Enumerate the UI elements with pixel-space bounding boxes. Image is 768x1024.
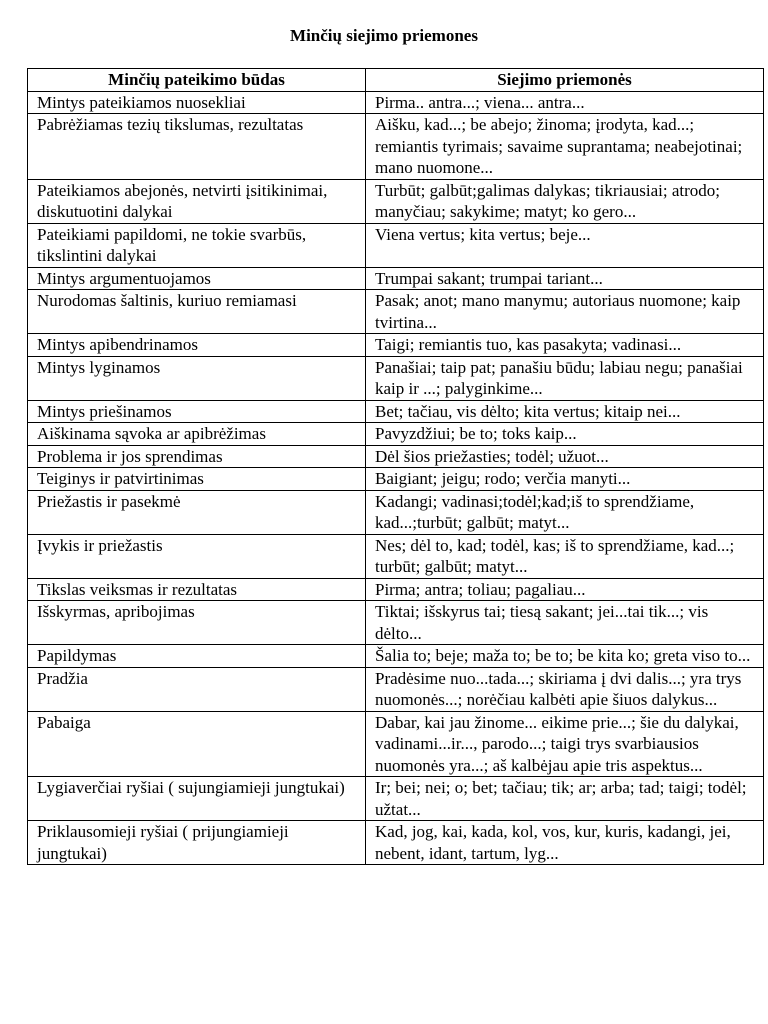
- column-header-method: Minčių pateikimo būdas: [28, 69, 366, 92]
- cell-means: Pirma; antra; toliau; pagaliau...: [366, 578, 764, 601]
- cell-means: Nes; dėl to, kad; todėl, kas; iš to sprendžiame, kad...; turbūt; galbūt; matyt...: [366, 534, 764, 578]
- cell-method: Nurodomas šaltinis, kuriuo remiamasi: [28, 290, 366, 334]
- cell-method: Įvykis ir priežastis: [28, 534, 366, 578]
- cell-method: Priklausomieji ryšiai ( prijungiamieji jungtukai): [28, 821, 366, 865]
- cell-method: Lygiaverčiai ryšiai ( sujungiamieji jungtukai): [28, 777, 366, 821]
- page-title: Minčių siejimo priemones: [290, 26, 478, 45]
- table-row: [28, 490, 764, 534]
- cell-method: Teiginys ir patvirtinimas: [28, 468, 366, 491]
- cell-means: Bet; tačiau, vis dėlto; kita vertus; kitaip nei...: [366, 400, 764, 423]
- table-row: [28, 711, 764, 777]
- table-row: [28, 356, 764, 400]
- table-row: [28, 91, 764, 114]
- cell-method: Pateikiami papildomi, ne tokie svarbūs, tikslintini dalykai: [28, 223, 366, 267]
- table-header-row: [28, 69, 764, 92]
- cell-method: Mintys apibendrinamos: [28, 334, 366, 357]
- cell-means: Dėl šios priežasties; todėl; užuot...: [366, 445, 764, 468]
- cell-method: Priežastis ir pasekmė: [28, 490, 366, 534]
- table-row: [28, 400, 764, 423]
- cell-means: Kad, jog, kai, kada, kol, vos, kur, kuris, kadangi, jei, nebent, idant, tartum, lyg...: [366, 821, 764, 865]
- cell-method: Problema ir jos sprendimas: [28, 445, 366, 468]
- table-row: [28, 667, 764, 711]
- table-row: [28, 423, 764, 446]
- table-row: [28, 601, 764, 645]
- table-row: [28, 445, 764, 468]
- table-row: [28, 334, 764, 357]
- cell-method: Mintys pateikiamos nuosekliai: [28, 91, 366, 114]
- table-row: [28, 468, 764, 491]
- table-row: [28, 534, 764, 578]
- cell-means: Pavyzdžiui; be to; toks kaip...: [366, 423, 764, 446]
- cell-means: Ir; bei; nei; o; bet; tačiau; tik; ar; arba; tad; taigi; todėl; užtat...: [366, 777, 764, 821]
- table-row: [28, 114, 764, 180]
- cell-means: Viena vertus; kita vertus; beje...: [366, 223, 764, 267]
- cell-means: Trumpai sakant; trumpai tariant...: [366, 267, 764, 290]
- table-row: [28, 290, 764, 334]
- cell-means: Pasak; anot; mano manymu; autoriaus nuomone; kaip tvirtina...: [366, 290, 764, 334]
- table-row: [28, 179, 764, 223]
- cell-method: Mintys argumentuojamos: [28, 267, 366, 290]
- cell-means: Taigi; remiantis tuo, kas pasakyta; vadinasi...: [366, 334, 764, 357]
- cell-method: Pabrėžiamas tezių tikslumas, rezultatas: [28, 114, 366, 180]
- cell-method: Pradžia: [28, 667, 366, 711]
- table-row: [28, 777, 764, 821]
- cell-means: Kadangi; vadinasi;todėl;kad;iš to sprendžiame, kad...;turbūt; galbūt; matyt...: [366, 490, 764, 534]
- cell-method: Tikslas veiksmas ir rezultatas: [28, 578, 366, 601]
- cell-method: Pateikiamos abejonės, netvirti įsitikinimai, diskutuotini dalykai: [28, 179, 366, 223]
- cell-means: Šalia to; beje; maža to; be to; be kita ko; greta viso to...: [366, 645, 764, 668]
- cell-means: Aišku, kad...; be abejo; žinoma; įrodyta, kad...; remiantis tyrimais; savaime suprantama; neabejotinai; mano nuomone...: [366, 114, 764, 180]
- table-row: [28, 645, 764, 668]
- table-row: [28, 267, 764, 290]
- table-row: [28, 821, 764, 865]
- cell-means: Pradėsime nuo...tada...; skiriama į dvi dalis...; yra trys nuomonės...; norėčiau kalbėti apie šiuos dalykus...: [366, 667, 764, 711]
- cell-method: Mintys priešinamos: [28, 400, 366, 423]
- cell-means: Turbūt; galbūt;galimas dalykas; tikriausiai; atrodo; manyčiau; sakykime; matyt; ko gero...: [366, 179, 764, 223]
- table-row: [28, 223, 764, 267]
- cell-means: Panašiai; taip pat; panašiu būdu; labiau negu; panašiai kaip ir ...; palyginkime...: [366, 356, 764, 400]
- column-header-means: Siejimo priemonės: [366, 69, 764, 92]
- cell-method: Pabaiga: [28, 711, 366, 777]
- cell-means: Tiktai; išskyrus tai; tiesą sakant; jei...tai tik...; vis dėlto...: [366, 601, 764, 645]
- table-row: [28, 578, 764, 601]
- cell-method: Aiškinama sąvoka ar apibrėžimas: [28, 423, 366, 446]
- cell-method: Papildymas: [28, 645, 366, 668]
- connectives-table: [27, 68, 764, 865]
- table-body: [28, 91, 764, 865]
- cell-means: Dabar, kai jau žinome... eikime prie...; šie du dalykai, vadinami...ir..., parodo...; taigi trys svarbiausios nuomonės yra...; aš kalbėjau apie tris aspektus...: [366, 711, 764, 777]
- cell-method: Išskyrmas, apribojimas: [28, 601, 366, 645]
- cell-means: Pirma.. antra...; viena... antra...: [366, 91, 764, 114]
- cell-means: Baigiant; jeigu; rodo; verčia manyti...: [366, 468, 764, 491]
- cell-method: Mintys lyginamos: [28, 356, 366, 400]
